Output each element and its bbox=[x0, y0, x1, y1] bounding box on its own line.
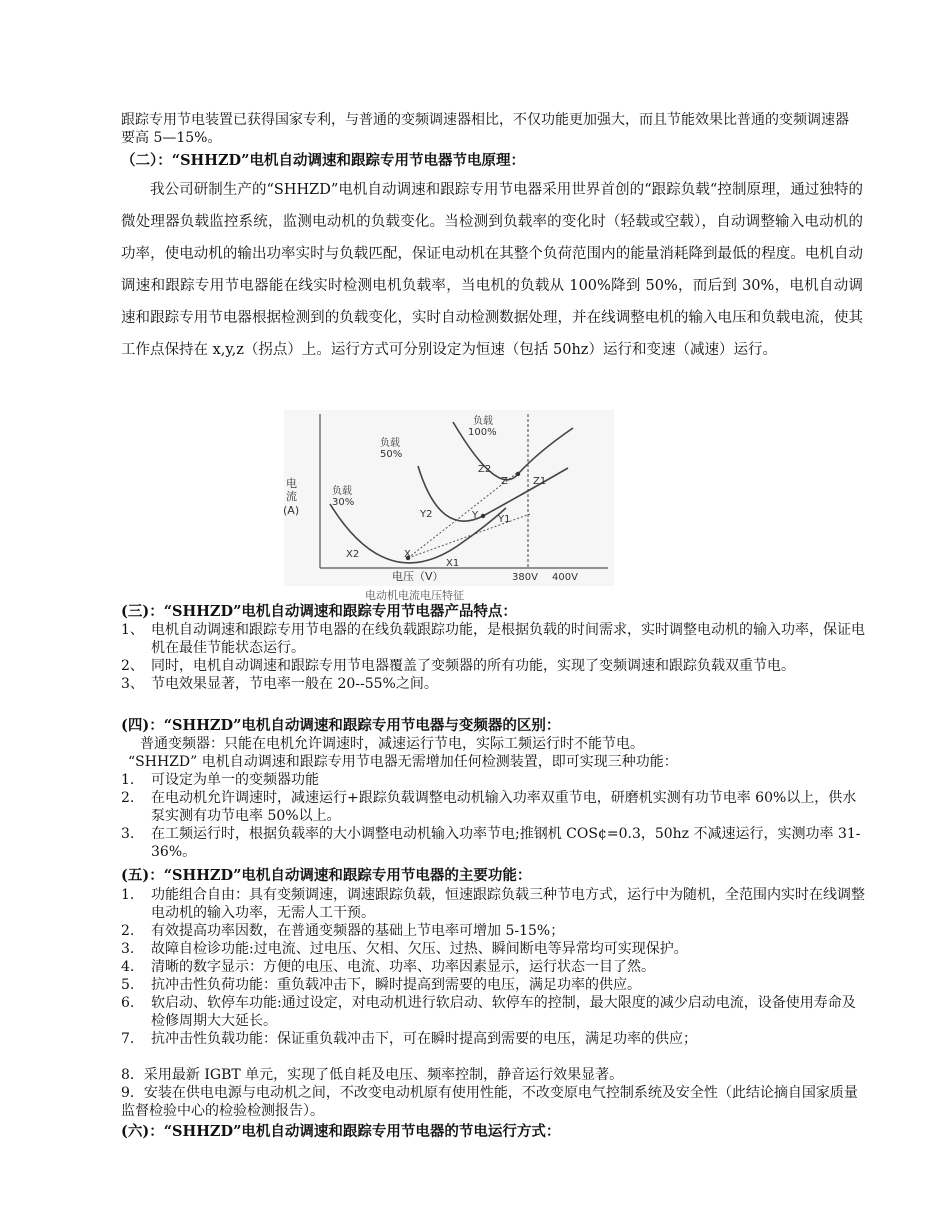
list-item-number: 1. bbox=[121, 772, 135, 788]
list-item-text: 抗冲击性负荷功能：重负载冲击下，瞬时提高到需要的电压，满足功率的供应。 bbox=[151, 977, 641, 993]
section-3-list bbox=[121, 621, 866, 693]
intro-paragraph: 跟踪专用节电装置已获得国家专利，与普通的变频调速器相比，不仅功能更加强大，而且节能效果比普通的变频调速器要高 5—15%。 bbox=[121, 112, 849, 146]
section-4-line-1: 普通变频器：只能在电机允许调速时，减速运行节电，实际工频运行时不能节电。 bbox=[140, 736, 644, 752]
list-item bbox=[121, 958, 866, 976]
list-item bbox=[121, 994, 866, 1030]
point-x1-label: X1 bbox=[446, 558, 460, 569]
point-z2-label: Z2 bbox=[478, 464, 492, 475]
point-z1-label: Z1 bbox=[533, 476, 547, 487]
list-item-number: 7. bbox=[121, 1031, 135, 1047]
point-x2-label: X2 bbox=[346, 549, 360, 560]
x-axis-label: 电压（V） bbox=[392, 570, 444, 583]
list-item-text: 有效提高功率因数，在普通变频器的基础上节电率可增加 5-15%； bbox=[151, 923, 565, 939]
list-item bbox=[121, 886, 866, 922]
section-4-list bbox=[121, 771, 866, 861]
list-item-text: 节电效果显著，节电率一般在 20--55%之间。 bbox=[151, 676, 438, 692]
list-item-text: 在电动机允许调速时，减速运行+跟踪负载调整电动机输入功率双重节电，研磨机实测有功节电率 60%以上，供水泵实测有功节电率 50%以上。 bbox=[151, 790, 857, 824]
section-4-line-2: “SHHZD” 电机自动调速和跟踪专用节电器无需增加任何检测装置，即可实现三种功能： bbox=[128, 754, 678, 770]
list-item-number: 3. bbox=[121, 941, 135, 957]
list-item-number: 5. bbox=[121, 977, 135, 993]
point-y-marker bbox=[481, 514, 485, 518]
point-z-marker bbox=[516, 472, 520, 476]
current-voltage-diagram bbox=[268, 408, 616, 602]
list-item-number: 3、 bbox=[121, 676, 144, 692]
list-item bbox=[121, 940, 866, 958]
tick-400v: 400V bbox=[552, 572, 578, 583]
list-item bbox=[121, 976, 866, 994]
point-y2-label: Y2 bbox=[420, 509, 433, 520]
list-item-number: 2. bbox=[121, 790, 135, 806]
list-item-text: 电机自动调速和跟踪专用节电器的在线负载跟踪功能，是根据负载的时间需求，实时调整电动机的输入功率，保证电机在最佳节能状态运行。 bbox=[151, 622, 865, 656]
curve-50-label-b: 50% bbox=[380, 449, 403, 460]
list-item bbox=[121, 922, 866, 940]
list-item bbox=[121, 675, 866, 693]
y-axis-label-3: (A) bbox=[283, 504, 300, 517]
section-2-body: 我公司研制生产的“SHHZD”电机自动调速和跟踪专用节电器采用世界首创的“跟踪负载“控制原理，通过独特的微处理器负载监控系统，监测电动机的负载变化。当检测到负载率的变化时（轻载或空载），自动调整输入电动机的功率，使电动机的输出功率实时与负载匹配，保证电动机在其整个负荷范围内的能量消耗降到最低的程度。电机自动调速和跟踪专用节电器能在线实时检测电机负载率，当电机的负载从 100%降到 50%，而后到 30%，电机自动调速和跟踪专用节电器根据检测到的负载变化，实时自动检测数据处理，并在线调整电机的输入电压和负载电流，使其工作点保持在 x,y,z（拐点）上。运行方式可分别设定为恒速（包括 50hz）运行和变速（减速）运行。 bbox=[121, 182, 863, 358]
list-item-number: 2、 bbox=[121, 658, 144, 674]
section-2-heading: （二）：“SHHZD”电机自动调速和跟踪专用节电器节电原理： bbox=[121, 152, 525, 169]
list-item bbox=[121, 789, 866, 825]
list-item bbox=[121, 657, 866, 675]
section-3-heading: (三)：“SHHZD”电机自动调速和跟踪专用节电器产品特点： bbox=[121, 603, 517, 620]
y-axis-label-2: 流 bbox=[286, 490, 297, 503]
point-x-label: X bbox=[404, 549, 411, 560]
section-4-heading: (四)：“SHHZD”电机自动调速和跟踪专用节电器与变频器的区别： bbox=[121, 717, 561, 734]
list-item-text: 软启动、软停车功能:通过设定，对电动机进行软启动、软停车的控制，最大限度的减少启动电流，设备使用寿命及检修周期大大延长。 bbox=[151, 995, 856, 1029]
list-item-number: 4. bbox=[121, 959, 135, 975]
list-item-text: 可设定为单一的变频器功能 bbox=[151, 772, 319, 788]
point-y-label: Y bbox=[472, 510, 479, 521]
point-y1-label: Y1 bbox=[498, 514, 511, 525]
curve-100-label-a: 负载 bbox=[473, 416, 493, 427]
list-item bbox=[121, 771, 866, 789]
current-voltage-figure bbox=[268, 408, 616, 602]
y-axis-label-1: 电 bbox=[286, 477, 297, 490]
tick-380v: 380V bbox=[512, 572, 538, 583]
list-item-text: 在工频运行时，根据负载率的大小调整电动机输入功率节电;推钢机 COS¢=0.3，50hz 不减速运行，实测功率 31-36%。 bbox=[151, 826, 861, 860]
list-item-text: 抗冲击性负载功能：保证重负载冲击下，可在瞬时提高到需要的电压，满足功率的供应； bbox=[151, 1031, 697, 1047]
curve-50-label-a: 负载 bbox=[380, 438, 400, 449]
list-item-text: 功能组合自由：具有变频调速，调速跟踪负载，恒速跟踪负载三种节电方式，运行中为随机，全范围内实时在线调整电动机的输入功率，无需人工干预。 bbox=[151, 887, 865, 921]
curve-100-label-b: 100% bbox=[468, 427, 497, 438]
list-item-number: 3. bbox=[121, 826, 135, 842]
list-item-number: 2. bbox=[121, 923, 135, 939]
list-item bbox=[121, 1030, 866, 1048]
section-5-item-9: 9．安装在供电电源与电动机之间，不改变电动机原有使用性能，不改变原电气控制系统及安全性（此结论摘自国家质量监督检验中心的检验检测报告）。 bbox=[121, 1085, 858, 1119]
list-item-number: 1、 bbox=[121, 622, 144, 638]
list-item-number: 1. bbox=[121, 887, 135, 903]
list-item bbox=[121, 825, 866, 861]
list-item-text: 清晰的数字显示：方便的电压、电流、功率、功率因素显示，运行状态一目了然。 bbox=[151, 959, 655, 975]
section-6-heading: (六)：“SHHZD”电机自动调速和跟踪专用节电器的节电运行方式： bbox=[121, 1123, 561, 1140]
curve-30-label-a: 负载 bbox=[332, 486, 352, 497]
list-item-text: 同时，电机自动调速和跟踪专用节电器覆盖了变频器的所有功能，实现了变频调速和跟踪负载双重节电。 bbox=[151, 658, 795, 674]
section-5-item-8: 8．采用最新 IGBT 单元，实现了低自耗及电压、频率控制，静音运行效果显著。 bbox=[121, 1067, 624, 1083]
list-item-text: 故障自检诊功能:过电流、过电压、欠相、欠压、过热、瞬间断电等异常均可实现保护。 bbox=[151, 941, 688, 957]
curve-30-label-b: 30% bbox=[332, 497, 355, 508]
section-5-heading: (五)：“SHHZD”电机自动调速和跟踪专用节电器的主要功能： bbox=[121, 867, 532, 884]
figure-caption: 电动机电流电压特征 bbox=[365, 589, 464, 602]
section-5-list bbox=[121, 886, 866, 1048]
list-item-number: 6. bbox=[121, 995, 135, 1011]
list-item bbox=[121, 621, 866, 657]
point-z-label: Z bbox=[501, 476, 508, 487]
